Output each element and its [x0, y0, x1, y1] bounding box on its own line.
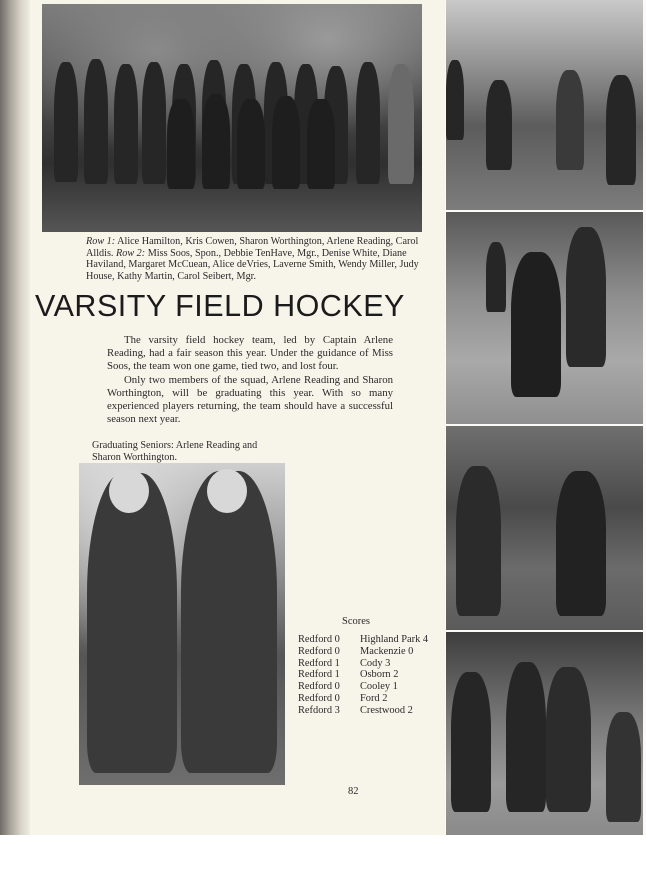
page-number: 82: [348, 786, 359, 797]
away-score: Osborn 2: [360, 669, 399, 681]
page-title: VARSITY FIELD HOCKEY: [35, 289, 405, 323]
away-score: Highland Park 4: [360, 634, 429, 645]
row1-names: Alice Hamilton, Kris Cowen, Sharon Worthington, Arlene Reading, Carol Alldis.: [86, 236, 419, 259]
action-photo-3: [446, 426, 643, 630]
body-paragraph-1: The varsity field hockey team, led by Captain Arlene Reading, had a fair season this year. Under the guidance of Miss Soos, the team won one game, tied two, and lost four.: [107, 334, 393, 373]
away-score: Crestwood 2: [360, 704, 413, 716]
score-row: [298, 646, 428, 658]
away-score: Ford 2: [360, 692, 388, 704]
score-row: [298, 669, 428, 681]
scores-table: [298, 634, 428, 717]
scan-margin: [0, 835, 646, 888]
team-photo: [42, 4, 422, 232]
score-row: [298, 705, 428, 717]
action-photo-2: [446, 212, 643, 424]
action-photo-1: [446, 0, 643, 210]
home-score: Redford 0: [298, 634, 340, 645]
seniors-caption: Graduating Seniors: Arlene Reading and Sharon Worthington.: [92, 440, 258, 463]
score-row: [298, 634, 428, 646]
row2-label: Row 2:: [116, 247, 146, 259]
home-score: Redford 1: [298, 657, 340, 669]
away-score: Cody 3: [360, 657, 391, 669]
article-body: [107, 334, 393, 426]
seniors-photo: [79, 463, 285, 785]
team-photo-caption: [86, 236, 426, 282]
action-photo-4: [446, 632, 643, 835]
score-row: [298, 658, 428, 670]
score-row: [298, 681, 428, 693]
away-score: Mackenzie 0: [360, 645, 414, 657]
away-score: Cooley 1: [360, 681, 398, 693]
body-paragraph-2: Only two members of the squad, Arlene Reading and Sharon Worthington, will be graduating this year. With so many experienced players returning, the team should have a successful season next year.: [107, 373, 393, 426]
row1-label: Row 1:: [86, 236, 116, 247]
home-score: Redford 0: [298, 645, 340, 657]
score-row: [298, 693, 428, 705]
book-binding: [0, 0, 30, 835]
home-score: Refdord 3: [298, 704, 340, 716]
home-score: Redford 0: [298, 681, 340, 693]
home-score: Redford 0: [298, 692, 340, 704]
home-score: Redford 1: [298, 669, 340, 681]
row2-names: Miss Soos, Spon., Debbie TenHave, Mgr., Denise White, Diane Haviland, Margaret McCuean, Alice deVries, Laverne Smith, Wendy Miller, Judy House, Kathy Martin, Carol Seibert, Mgr.: [86, 247, 419, 282]
scores-heading: Scores: [342, 616, 370, 627]
